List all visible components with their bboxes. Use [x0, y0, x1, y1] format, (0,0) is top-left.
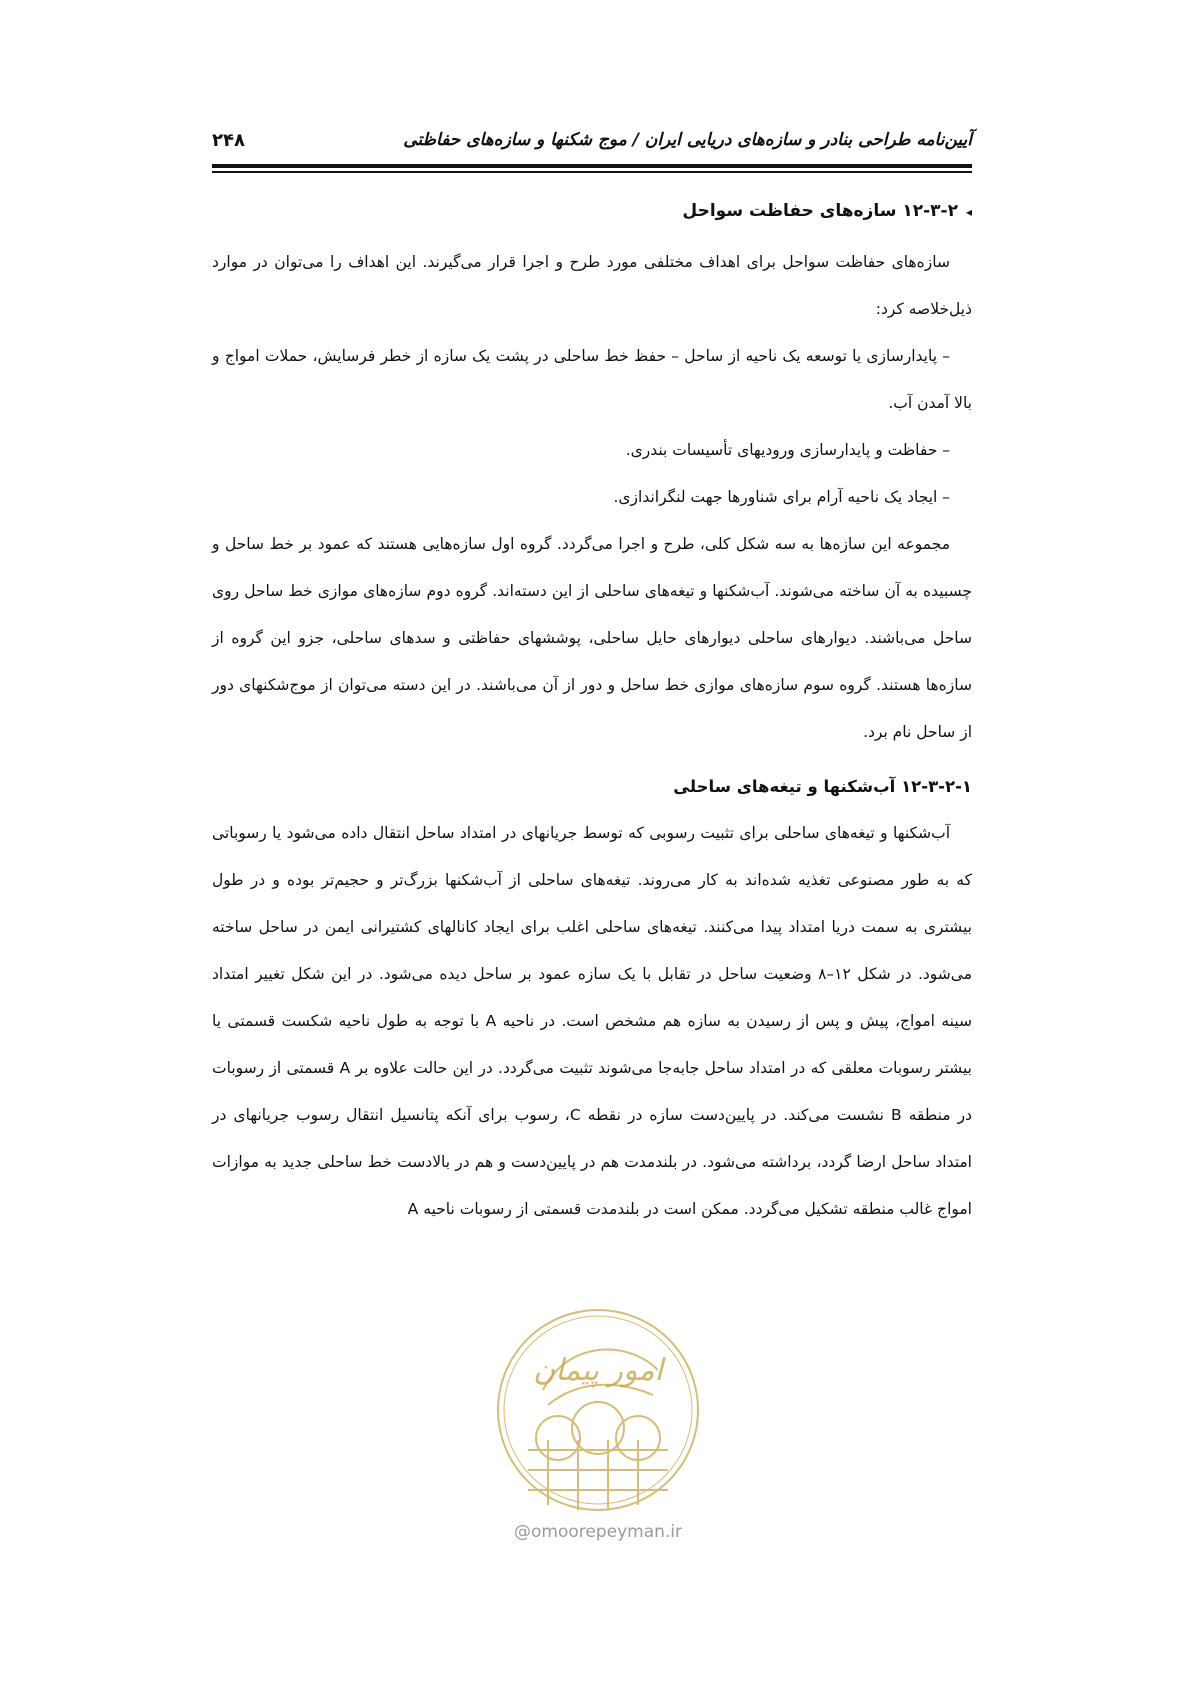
- watermark: [488, 1300, 708, 1545]
- section-bullet: – پایدارسازی یا توسعه یک ناحیه از ساحل – حفظ خط ساحلی در پشت یک سازه از خطر فرسایش، حملات امواج و بالا آمدن آب.: [212, 347, 972, 412]
- section-heading: [212, 194, 972, 229]
- watermark-logo-icon: [488, 1300, 708, 1520]
- section-paragraph: سازه‌های حفاظت سواحل برای اهداف مختلفی مورد طرح و اجرا قرار می‌گیرند. این اهداف را می‌توان در موارد ذیل‌خلاصه کرد:: [212, 253, 972, 318]
- main-content: [212, 186, 972, 1233]
- section-bullet: – حفاظت و پایدارسازی ورودیهای تأسیسات بندری.: [625, 441, 950, 459]
- running-header: [212, 128, 972, 162]
- page-number: ۲۴۸: [212, 130, 245, 151]
- subsection-paragraph: آب‌شکنها و تیغه‌های ساحلی برای تثبیت رسوبی که توسط جریانهای در امتداد ساحل انتقال داده می‌شود یا رسوباتی که به طور مصنوعی تغذیه شده‌اند به کار می‌روند. تیغه‌های ساحلی از آب‌شکنها بزرگ‌تر و حجیم‌تر بوده و در طول بیشتری به سمت دریا امتداد پیدا می‌کنند. تیغه‌های ساحلی اغلب برای ایجاد کانالهای کشتیرانی ایمن در ساحل ساخته می‌شود. در شکل ۱۲–۸ وضعیت ساحل در تقابل با یک سازه عمود بر ساحل دیده می‌شود. در این شکل تغییر امتداد سینه امواج، پیش و پس از رسیدن به سازه هم مشخص است. در ناحیه A با توجه به طول ناحیه شکست قسمتی یا بیشتر رسوبات معلقی که در امتداد ساحل جابه‌جا می‌شوند تثبیت می‌گردد. در این حالت علاوه بر A قسمتی از رسوبات در منطقه B نشست می‌کند. در پایین‌دست سازه در نقطه C، رسوب برای آنکه پتانسیل انتقال رسوب جریانهای در امتداد ساحل ارضا گردد، برداشته می‌شود. در بلندمدت هم در پایین‌دست و هم در بالادست خط ساحلی جدید به موازات امواج غالب منطقه تشکیل می‌گردد. ممکن است در بلندمدت قسمتی از رسوبات ناحیه A: [212, 824, 973, 1218]
- section-paragraph: مجموعه این سازه‌ها به سه شکل کلی، طرح و اجرا می‌گردد. گروه اول سازه‌هایی هستند که عمود بر خط ساحل و چسبیده به آن ساخته می‌شوند. آب‌شکنها و تیغه‌های ساحلی از این دسته‌اند. گروه دوم سازه‌های موازی خط ساحل روی ساحل می‌باشند. دیوارهای ساحلی دیوارهای حایل ساحلی، پوششهای حفاظتی و سدهای ساحلی، جزو این گروه از سازه‌ها هستند. گروه سوم سازه‌های موازی خط ساحل و دور از آن می‌باشند. در این دسته می‌توان از موج‌شکنهای دور از ساحل نام برد.: [212, 535, 972, 741]
- header-title: آیین‌نامه طراحی بنادر و سازه‌های دریایی ایران / موج شکنها و سازه‌های حفاظتی: [403, 130, 972, 150]
- header-rule-thick: [212, 164, 972, 168]
- watermark-logo-text: امور پیمان: [533, 1353, 663, 1388]
- watermark-url: @omoorepeyman.ir: [513, 1522, 683, 1542]
- section-heading-text: ۱۲-۳-۲ سازه‌های حفاظت سواحل: [682, 201, 958, 221]
- section-marker-icon: ◂: [965, 205, 972, 219]
- header-rule-thin: [212, 171, 972, 173]
- subsection-heading: ۱۲-۳-۲-۱ آب‌شکنها و تیغه‌های ساحلی: [673, 777, 972, 796]
- section-bullet: – ایجاد یک ناحیه آرام برای شناورها جهت لنگراندازی.: [613, 488, 950, 506]
